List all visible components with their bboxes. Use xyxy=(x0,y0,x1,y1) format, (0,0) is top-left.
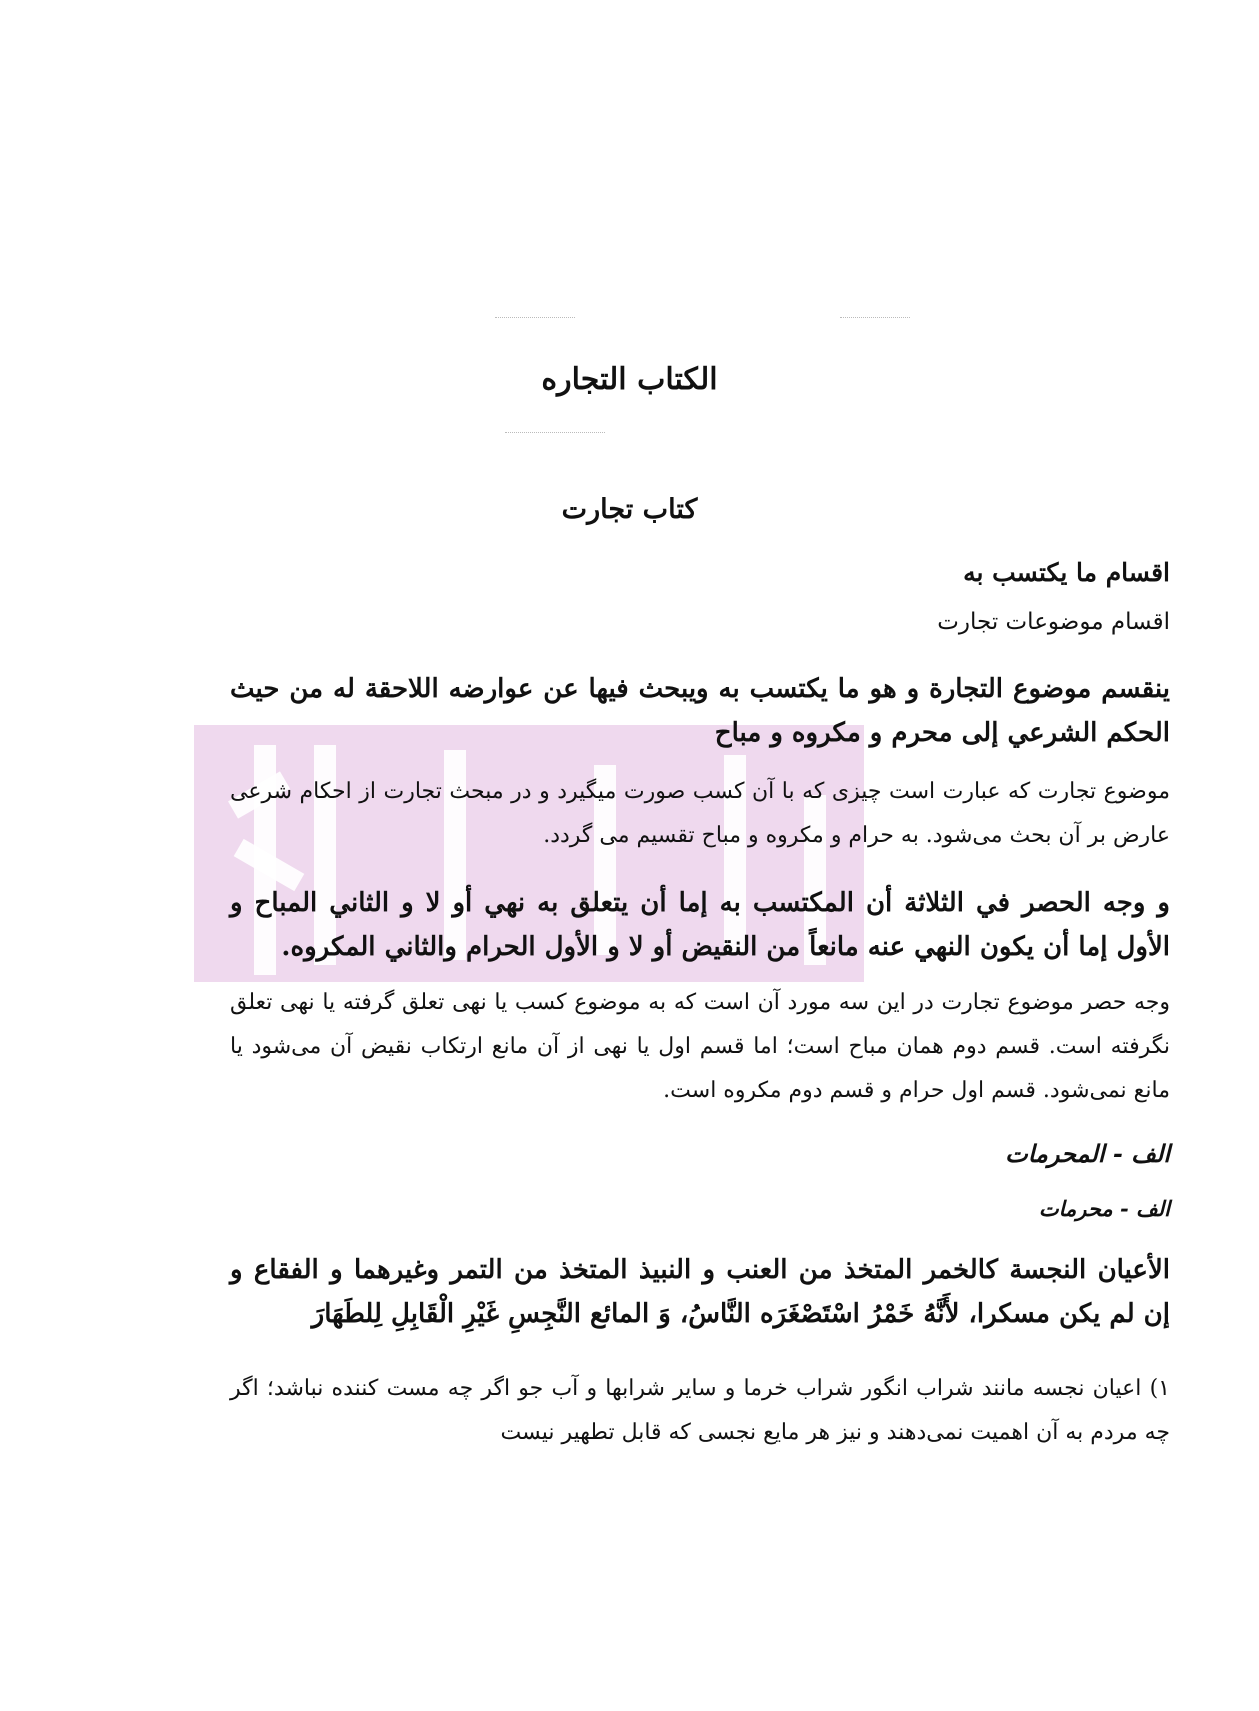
arabic-paragraph-1: ينقسم موضوع التجارة و هو ما يكتسب به ويبحث فيها عن عوارضه اللاحقة له من حيث الحكم الشرعي إلى محرم و مكروه و مباح xyxy=(230,674,1170,748)
arabic-subheading-muharramat: الف - المحرمات xyxy=(1005,1139,1170,1168)
arabic-book-title: الكتاب التجاره xyxy=(541,362,718,397)
persian-paragraph-2: وجه حصر موضوع تجارت در این سه مورد آن است که به موضوع کسب یا نهی تعلق گرفته یا نهی تعلق نگرفته است. قسم دوم همان مباح است؛ اما قسم اول یا نهی از آن مانع ارتکاب نقیض آن می‌شود یا مانع نمی‌شود. قسم اول حرام و قسم دوم مکروه است. xyxy=(230,990,1170,1103)
arabic-paragraph-3: الأعيان النجسة كالخمر المتخذ من العنب و النبيذ المتخذ من التمر وغيرهما و الفقاع و إن لم يكن مسكرا، لأَنَّهُ خَمْرُ اسْتَصْغَرَه النَّاسُ، وَ المائع النَّجِسِ غَيْرِ الْقَابِلِ لِلطَهَارَ xyxy=(230,1255,1170,1329)
persian-subheading-muharramat: الف - محرمات xyxy=(1038,1196,1170,1221)
persian-section-heading: اقسام موضوعات تجارت xyxy=(937,609,1170,635)
persian-paragraph-3: ۱) اعیان نجسه مانند شراب انگور شراب خرما و سایر شرابها و آب جو اگر چه مست کننده نباشد؛ اگر چه مردم به آن اهمیت نمی‌دهند و نیز هر مایع نجسی که قابل تطهیر نیست xyxy=(230,1376,1170,1445)
arabic-paragraph-2: و وجه الحصر في الثلاثة أن المكتسب به إما أن يتعلق به نهي أو لا و الثاني المباح و الأول إما أن يكون النهي عنه مانعاً من النقيض أو لا و الأول الحرام والثاني المكروه. xyxy=(230,888,1170,962)
persian-book-title: کتاب تجارت xyxy=(561,494,698,525)
arabic-section-heading: اقسام ما يكتسب به xyxy=(963,558,1170,587)
scan-artifact xyxy=(495,317,575,320)
persian-paragraph-1: موضوع تجارت که عبارت است چیزی که با آن کسب صورت میگیرد و در مبحث تجارت از احکام شرعی عارض بر آن بحث می‌شود. به حرام و مکروه و مباح تقسیم می گردد. xyxy=(230,779,1170,848)
scan-artifact xyxy=(840,317,910,320)
scan-artifact xyxy=(505,432,605,435)
